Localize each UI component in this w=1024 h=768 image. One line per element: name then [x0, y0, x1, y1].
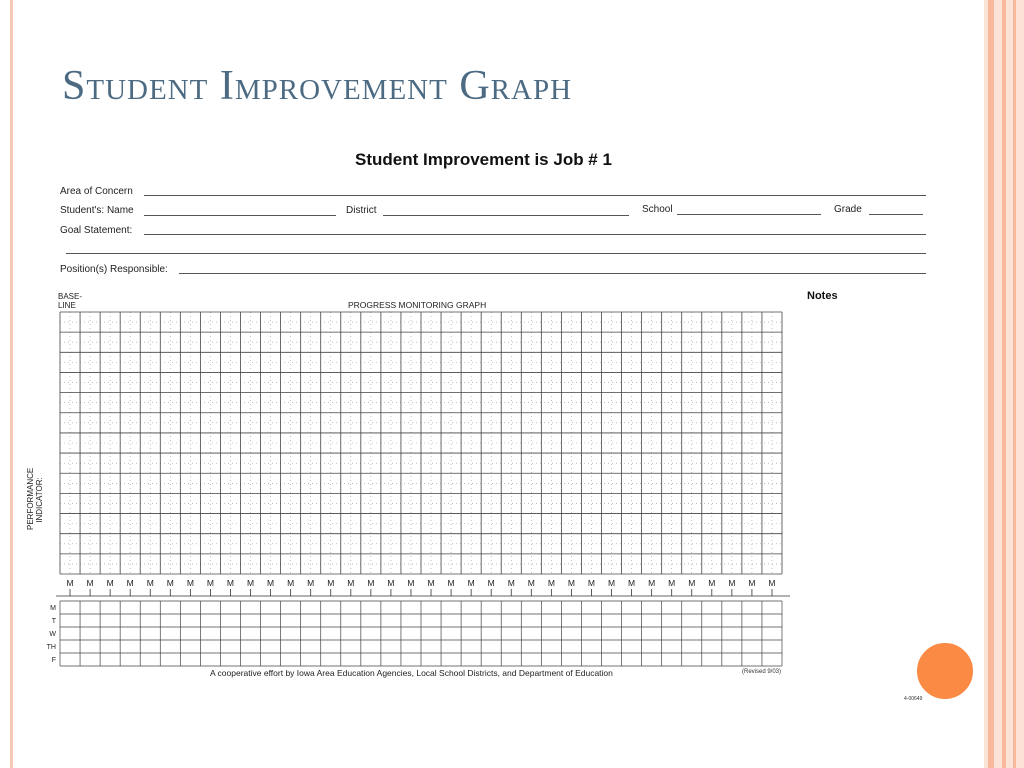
week-column-marker: M	[407, 578, 415, 588]
graph-title: PROGRESS MONITORING GRAPH	[348, 300, 487, 310]
notes-label: Notes	[807, 290, 838, 302]
form-number: 4-00649	[904, 696, 923, 702]
week-column-marker: M	[768, 578, 776, 588]
school-label: School	[642, 204, 673, 215]
week-column-marker: M	[226, 578, 235, 588]
week-column-marker: M	[728, 578, 736, 588]
progress-monitoring-form	[26, 140, 930, 702]
grade-label: Grade	[834, 204, 862, 215]
goal-statement-label: Goal Statement:	[60, 225, 133, 236]
week-column-marker: M	[427, 578, 435, 588]
week-column-marker: M	[287, 578, 295, 588]
week-column-marker: M	[327, 578, 335, 588]
week-column-marker: M	[86, 578, 94, 588]
baseline-label: BASE- LINE	[58, 292, 83, 310]
day-label: W	[49, 631, 56, 638]
week-column-marker: M	[708, 578, 716, 588]
week-column-marker: M	[126, 578, 134, 588]
week-column-marker: M	[246, 578, 255, 588]
student-name-label: Student's: Name	[60, 205, 134, 216]
week-column-marker: M	[567, 578, 575, 588]
week-column-marker: M	[347, 578, 355, 588]
slide-border-left	[10, 0, 13, 768]
week-column-marker: M	[628, 578, 636, 588]
day-label: F	[51, 657, 56, 664]
week-column-marker: M	[527, 578, 535, 588]
form-heading: Student Improvement is Job # 1	[355, 150, 612, 169]
week-column-marker: M	[186, 578, 194, 588]
revised-date: (Revised 9/03)	[742, 669, 782, 675]
week-column-marker: M	[367, 578, 375, 588]
day-label: TH	[46, 644, 56, 651]
week-column-marker: M	[106, 578, 114, 588]
week-column-marker: M	[467, 578, 475, 588]
week-column-marker: M	[206, 578, 214, 588]
week-column-marker: M	[748, 578, 756, 588]
positions-responsible-label: Position(s) Responsible:	[60, 264, 168, 275]
area-of-concern-label: Area of Concern	[60, 186, 133, 197]
slide-title: Student Improvement Graph	[62, 63, 573, 109]
week-column-marker: M	[387, 578, 395, 588]
week-column-marker: M	[547, 578, 555, 588]
week-column-marker: M	[146, 578, 154, 588]
week-column-marker: M	[66, 578, 74, 588]
week-column-marker: M	[688, 578, 696, 588]
week-column-marker: M	[587, 578, 596, 588]
week-column-marker: M	[447, 578, 455, 588]
form-footer: A cooperative effort by Iowa Area Education Agencies, Local School Districts, and Department of Education	[210, 668, 613, 678]
week-column-marker: M	[307, 578, 315, 588]
performance-indicator-label: PERFORMANCE INDICATOR:	[26, 467, 44, 530]
week-column-marker: M	[648, 578, 656, 588]
slide-border-stripe	[1002, 0, 1006, 768]
week-column-marker: M	[668, 578, 676, 588]
week-column-marker: M	[607, 578, 616, 588]
slide-border-stripe	[1013, 0, 1016, 768]
week-column-marker: M	[166, 578, 174, 588]
week-column-marker: M	[507, 578, 515, 588]
district-label: District	[346, 205, 377, 216]
slide-border-stripe	[988, 0, 994, 768]
week-column-marker: M	[267, 578, 275, 588]
progress-monitoring-grid	[40, 140, 930, 700]
day-label: M	[50, 605, 56, 612]
week-column-marker: M	[487, 578, 495, 588]
day-label: T	[51, 618, 56, 625]
